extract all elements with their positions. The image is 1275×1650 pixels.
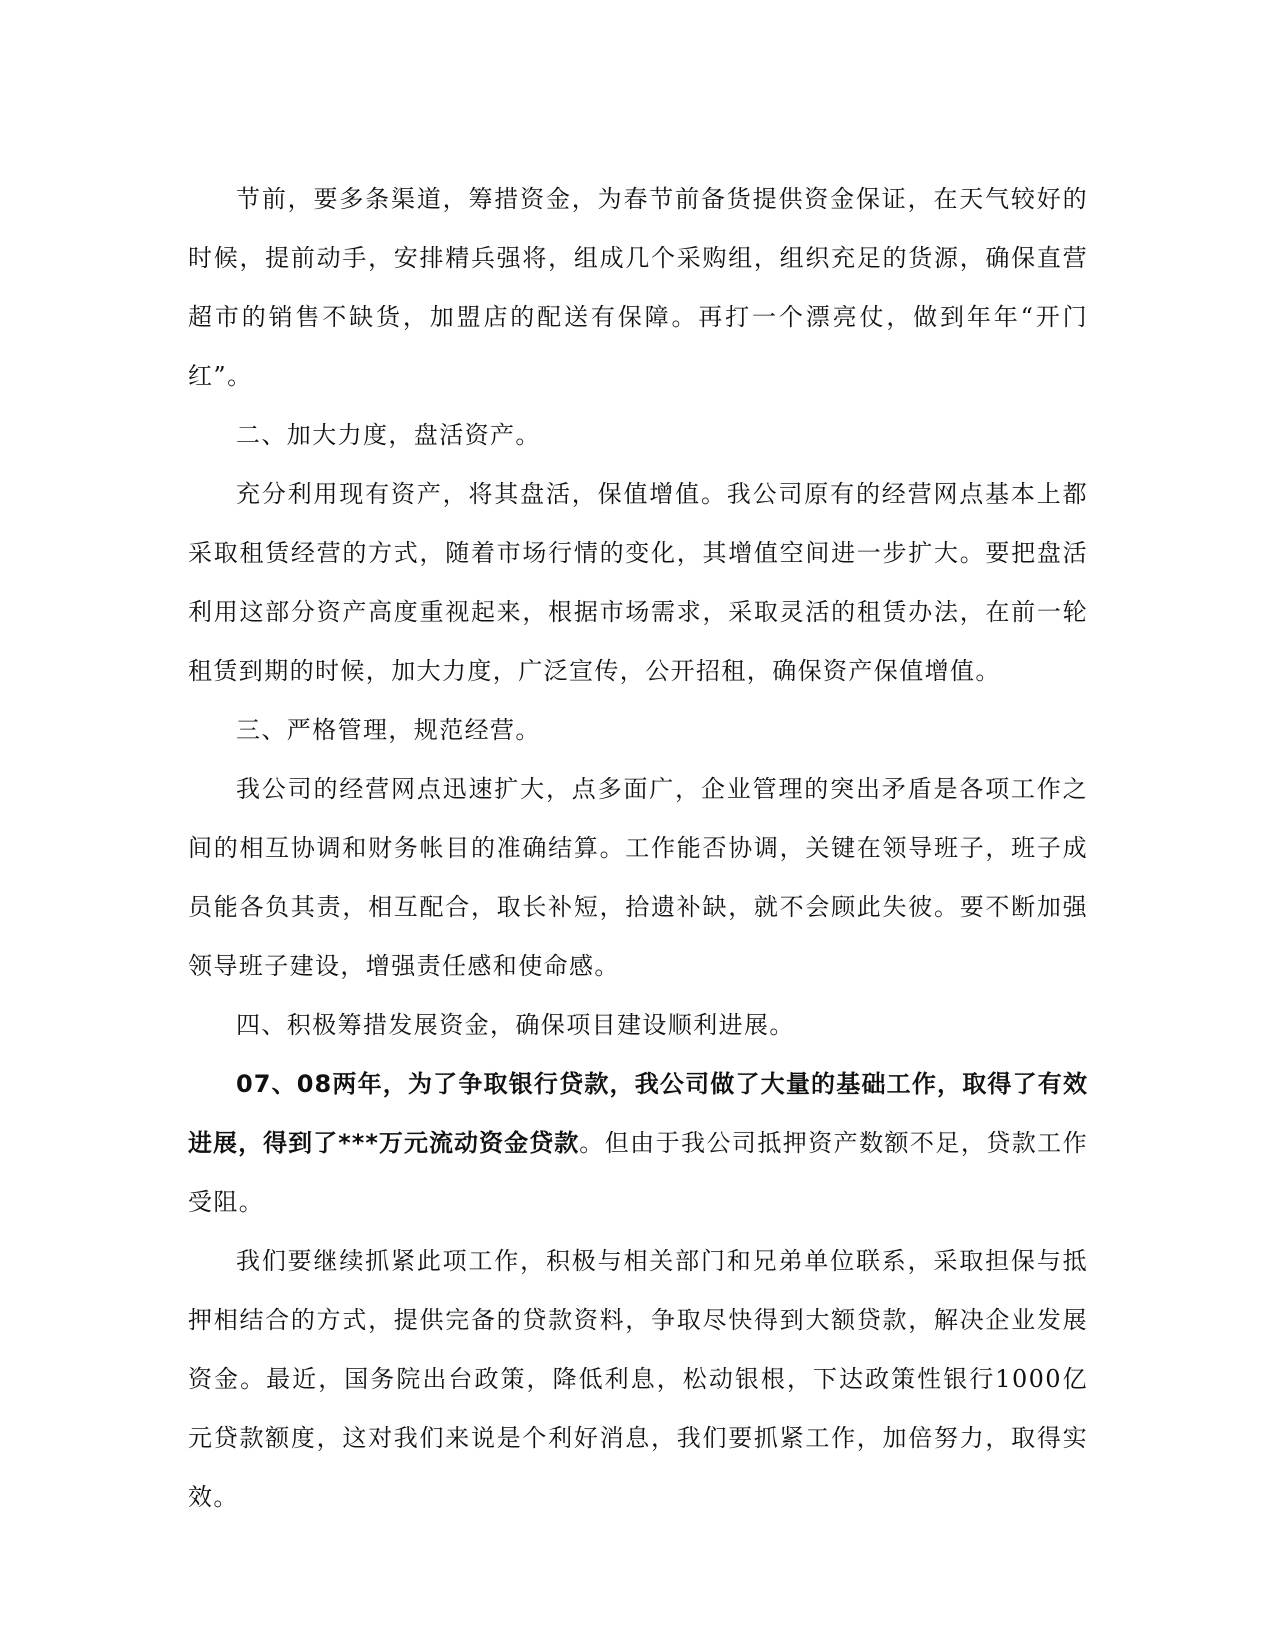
paragraph-assets: 充分利用现有资产，将其盘活，保值增值。我公司原有的经营网点基本上都采取租赁经营的方式，随着市场行情的变化，其增值空间进一步扩大。要把盘活利用这部分资产高度重视起来，根据市场需求，采取灵活的租赁办法，在前一轮租赁到期的时候，加大力度，广泛宣传，公开招租，确保资产保值增值。 [188,480,1088,685]
paragraph-funding: 我们要继续抓紧此项工作，积极与相关部门和兄弟单位联系，采取担保与抵押相结合的方式，提供完备的贷款资料，争取尽快得到大额贷款，解决企业发展资金。最近，国务院出台政策，降低利息，松动银根，下达政策性银行1000亿元贷款额度，这对我们来说是个利好消息，我们要抓紧工作，加倍努力，取得实效。 [188,1247,1088,1511]
paragraph-loans [188,1055,1088,1232]
document-body [188,170,1088,1527]
section-heading-4: 四、积极筹措发展资金，确保项目建设顺利进展。 [236,1011,795,1039]
section-heading-3: 三、严格管理，规范经营。 [236,716,541,744]
loan-text-rest: 。但由于我公司抵押资产数额不足，贷款工作受阻。 [188,1129,1088,1216]
bold-loan-text: 07、08两年，为了争取银行贷款，我公司做了大量的基础工作，取得了有效进展，得到了***万元流动资金贷款 [188,1070,1088,1157]
paragraph-preparation: 节前，要多条渠道，筹措资金，为春节前备货提供资金保证，在天气较好的时候，提前动手，安排精兵强将，组成几个采购组，组织充足的货源，确保直营超市的销售不缺货，加盟店的配送有保障。再打一个漂亮仗，做到年年“开门红”。 [188,185,1088,390]
section-heading-2: 二、加大力度，盘活资产。 [236,421,541,449]
paragraph-management: 我公司的经营网点迅速扩大，点多面广，企业管理的突出矛盾是各项工作之间的相互协调和财务帐目的准确结算。工作能否协调，关键在领导班子，班子成员能各负其责，相互配合，取长补短，拾遗补缺，就不会顾此失彼。要不断加强领导班子建设，增强责任感和使命感。 [188,775,1088,980]
